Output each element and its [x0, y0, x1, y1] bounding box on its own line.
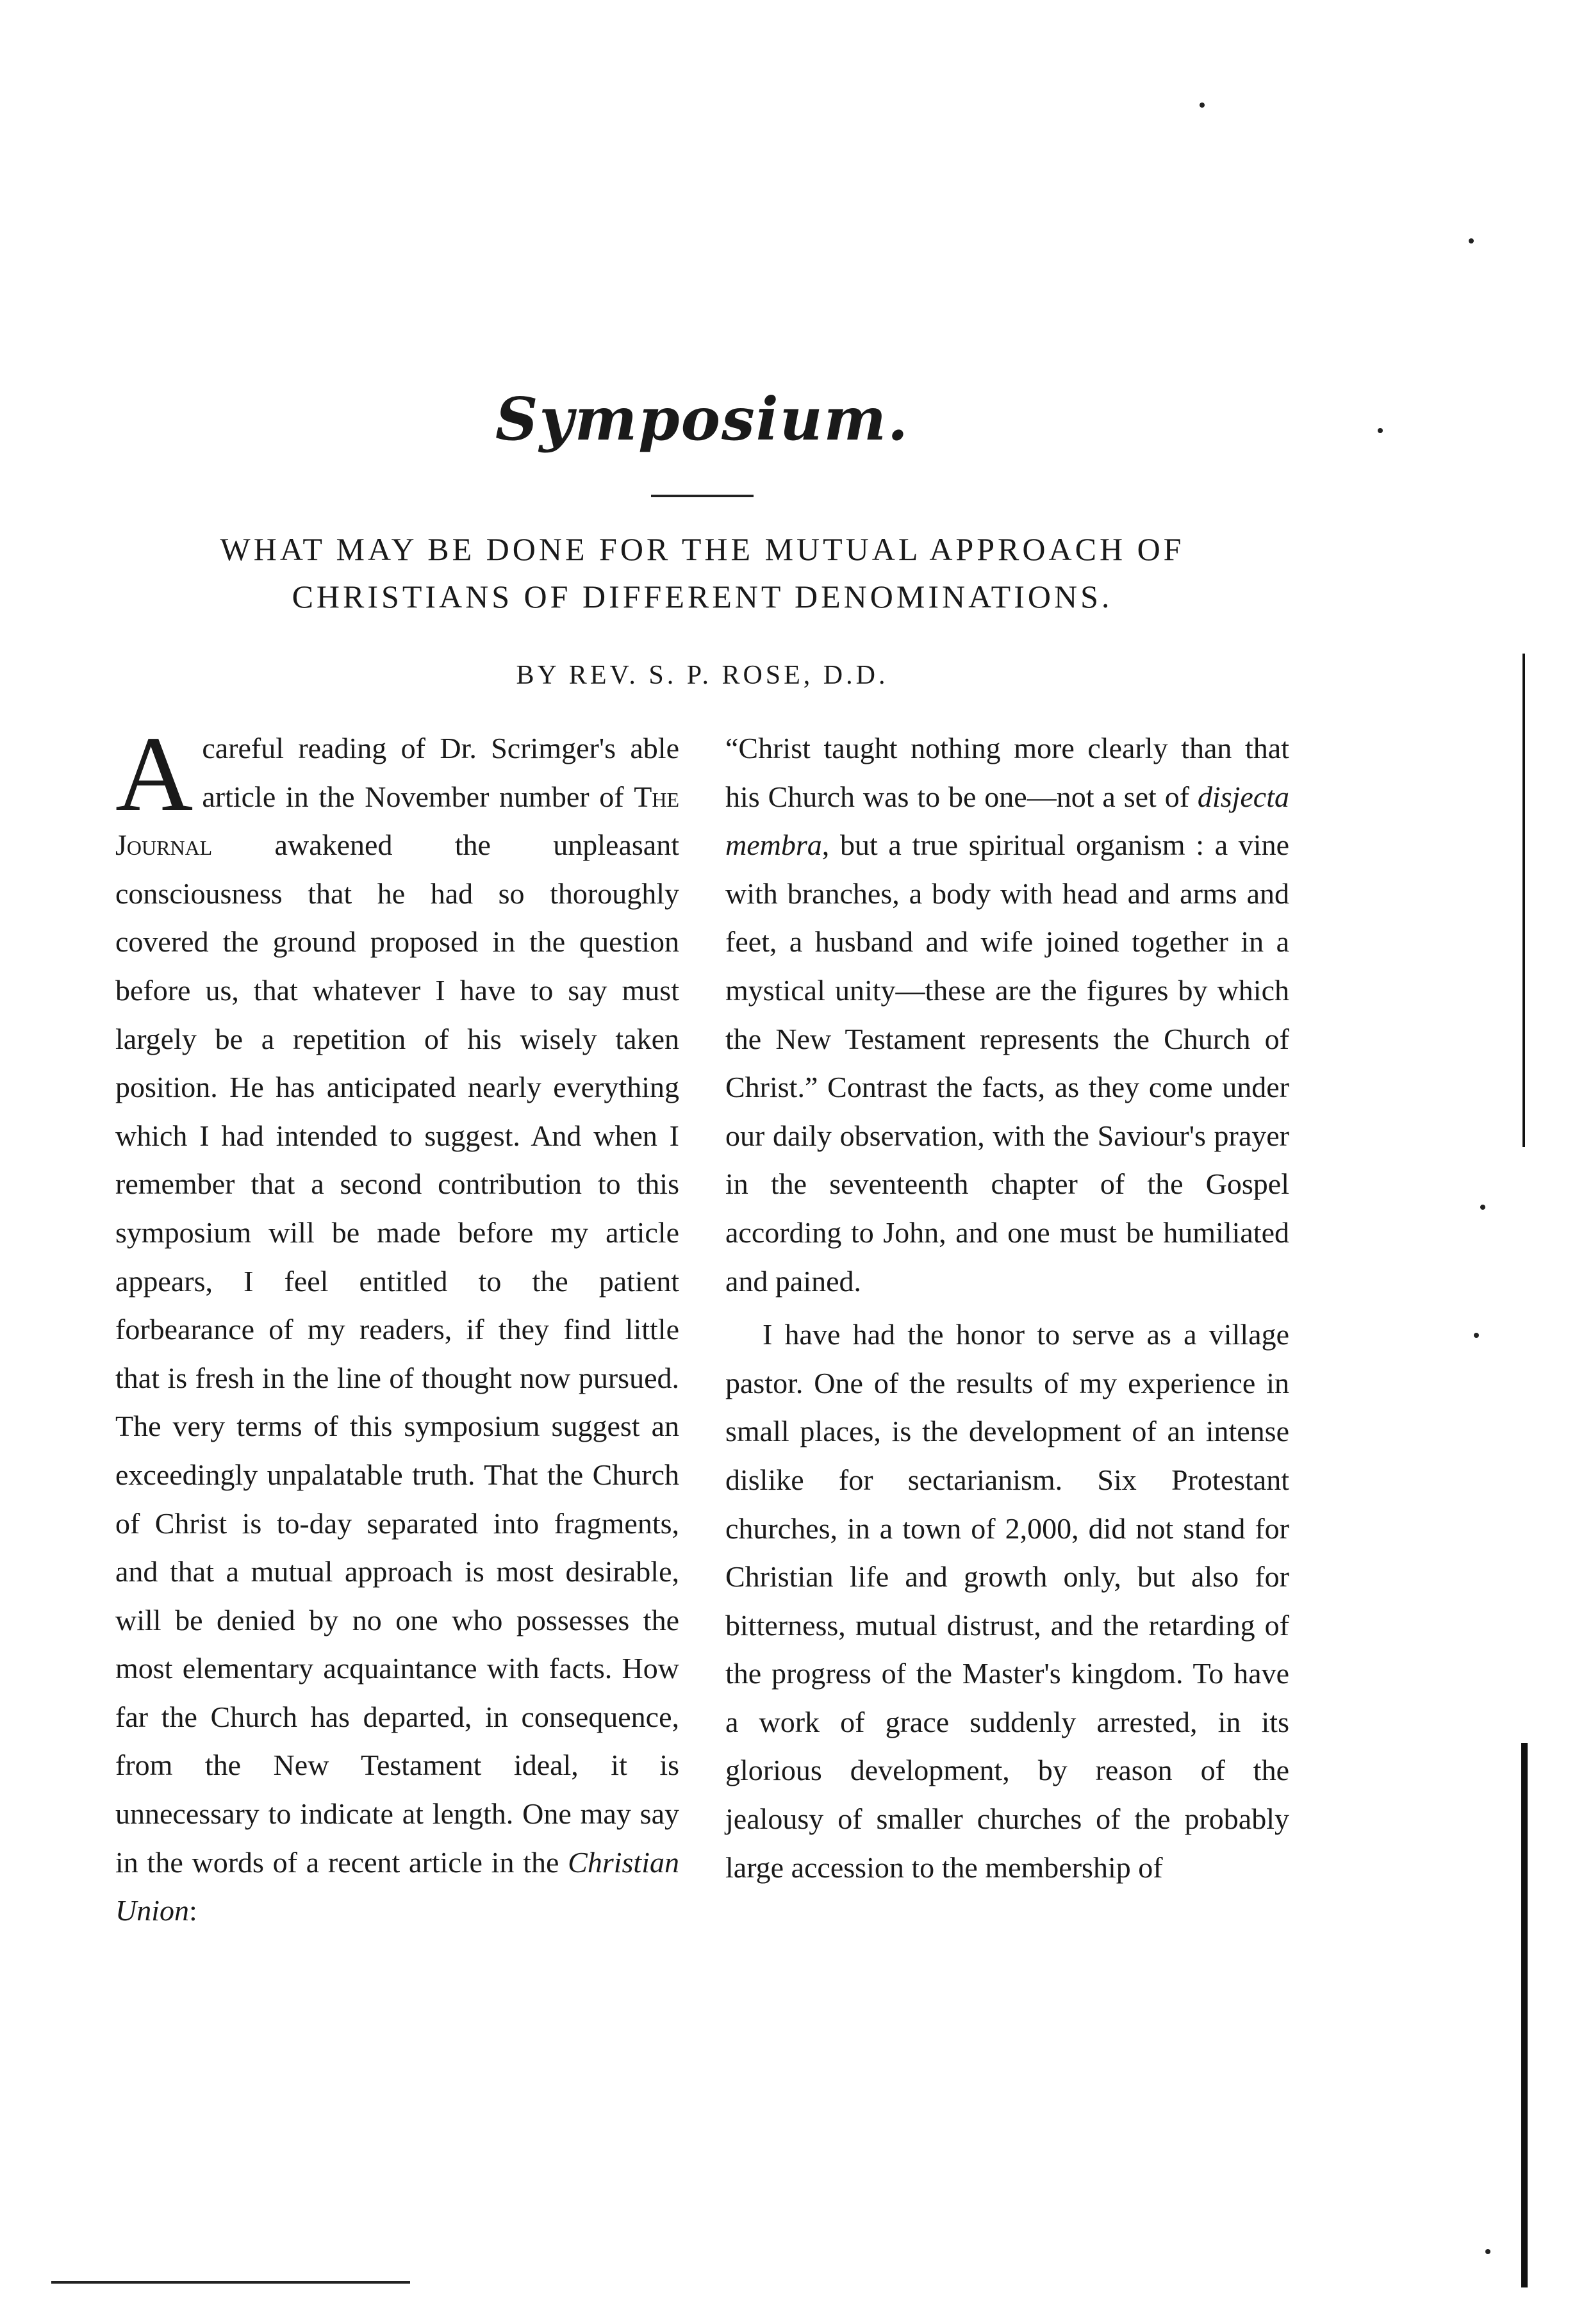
scan-speck: [1474, 1333, 1479, 1338]
title-rule: [651, 495, 754, 497]
paragraph-3: I have had the honor to serve as a village pastor. One of the results of my experience in small places, is the development of an intense dislike for sectarianism. Six Protestant churches, in a town of 2,000, did not stand for Christian life and growth only, but also for bitterness, mutual distrust, and the retarding of the progress of the Master's kingdom. To have a work of grace suddenly arrested, in its glorious development, by reason of the jealousy of smaller churches of the probably large accession to the membership of: [725, 1318, 1289, 1884]
paragraph-1-text-a: careful reading of Dr. Scrimger's able article in the November number of: [202, 732, 679, 813]
paragraph-1-text-b: awakened the unpleasant consciousness that he had so thoroughly covered the ground proposed in the question before us, that whatever I have to say must largely be a repetition of his wisely taken position. He has anticipated nearly everything which I had intended to suggest. And when I remember that a second contribution to this symposium will be made before my article appears, I feel entitled to the patient forbearance of my readers, if they find little that is fresh in the line of thought now pursued. The very terms of this symposium suggest an exceedingly unpalatable truth. That the Church of Christ is to-day separated into fragments, and that a mutual approach is most desirable, will be denied by no one who possesses the most elementary acquaintance with facts. How far the Church has departed, in consequence, from the New Testament ideal, it is unnecessary to indicate at length. One may say in the words of a recent article in the: [115, 828, 679, 1879]
page-title: Symposium.: [495, 384, 909, 454]
paragraph-1: [115, 714, 679, 1935]
paragraph-2-text-a: “Christ taught nothing more clearly than that his Church was to be one—not a set of: [725, 732, 1289, 813]
author-byline: BY REV. S. P. ROSE, D.D.: [516, 661, 889, 690]
left-column: [115, 714, 679, 1935]
journal-name: The Journal: [115, 780, 679, 862]
christian-union-title: Christian Union: [115, 1845, 679, 1927]
binding-rule-upper: [1522, 654, 1525, 1147]
paragraph-2: [725, 724, 1289, 1305]
right-column: [725, 724, 1289, 1891]
paragraph-2-text-b: , but a true spiritual organism : a vine with branches, a body with head and arms and feet, a husband and wife joined together in a mystical unity—these are the figures by which the New Testament represents the Church of Christ.” Contrast the facts, as they come under our daily observation, with the Saviour's prayer in the seventeenth chapter of the Gospel according to John, and one must be humiliated and pained.: [725, 828, 1289, 1298]
scan-speck: [1480, 1205, 1485, 1210]
bottom-rule: [51, 2281, 410, 2284]
scan-speck: [1485, 2249, 1490, 2254]
drop-cap: A: [115, 714, 194, 834]
scan-speck: [1378, 428, 1383, 433]
binding-rule-lower: [1521, 1743, 1528, 2287]
scan-speck: [1469, 238, 1474, 243]
article-heading-line-1: WHAT MAY BE DONE FOR THE MUTUAL APPROACH OF: [220, 531, 1185, 567]
article-heading-line-2: CHRISTIANS OF DIFFERENT DENOMINATIONS.: [292, 579, 1113, 614]
scan-speck: [1200, 103, 1205, 108]
paragraph-1-text-c: :: [189, 1894, 197, 1927]
latin-phrase: disjecta membra: [725, 780, 1289, 862]
